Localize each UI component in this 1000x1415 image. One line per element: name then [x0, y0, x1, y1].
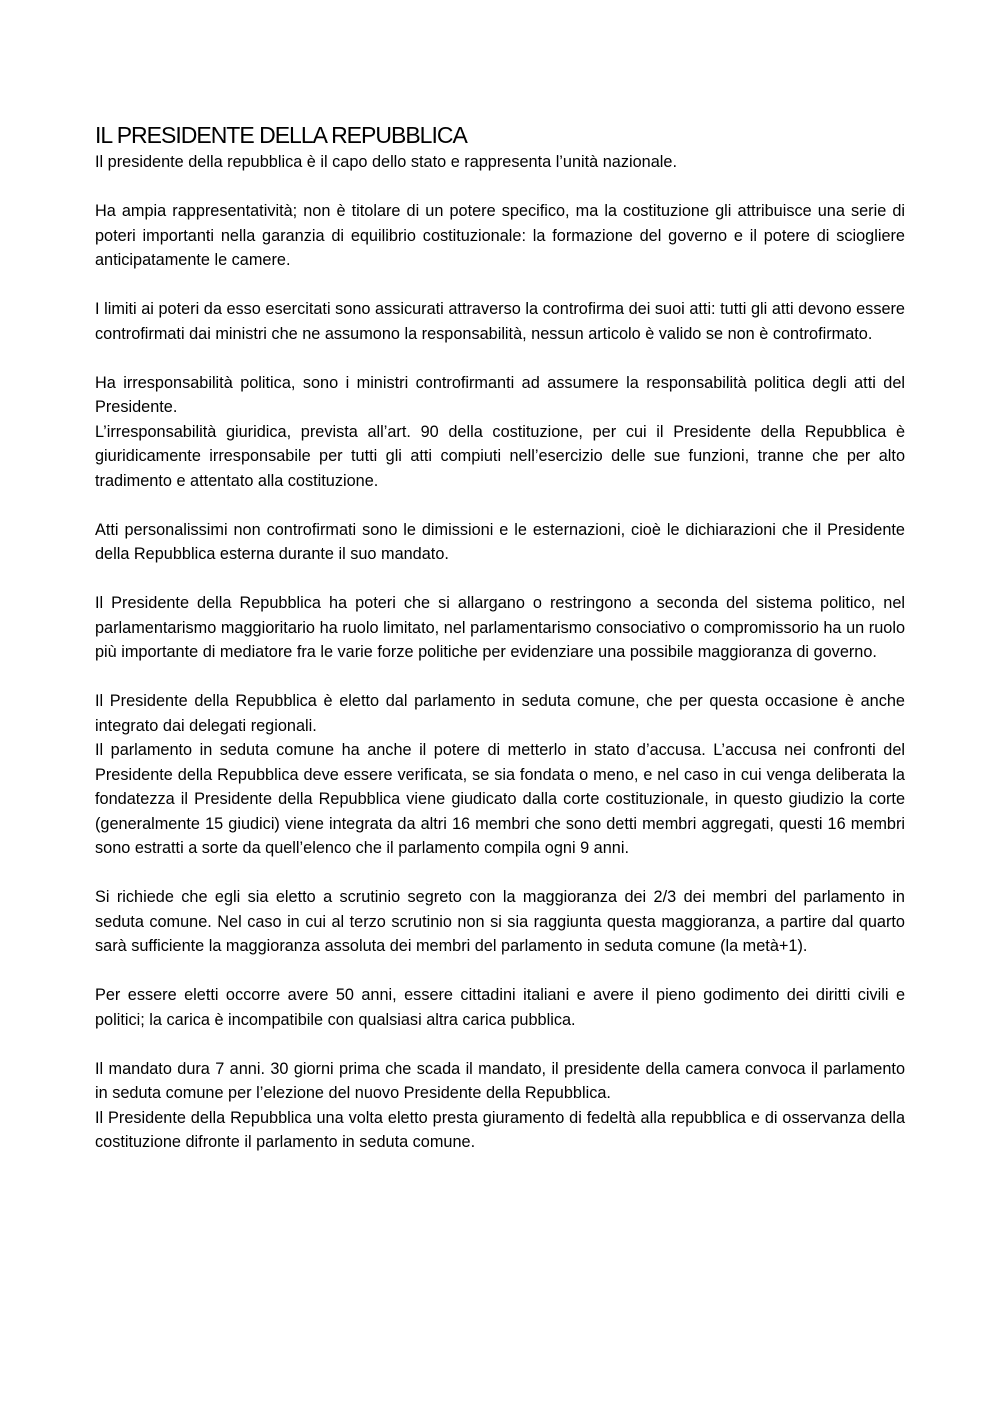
paragraph-rappresentativita: Ha ampia rappresentatività; non è titolare di un potere specifico, ma la costituzione gli attribuisce una serie di poteri importanti nella garanzia di equilibrio costituzionale: la formazione del governo e il potere di sciogliere anticipatamente le camere. — [95, 202, 905, 269]
paragraph-controfirma: I limiti ai poteri da esso esercitati sono assicurati attraverso la controfirma dei suoi atti: tutti gli atti devono essere controfirmati dai ministri che ne assumono la responsabilità, nessun articolo è valido se non è controfirmato. — [95, 300, 905, 343]
paragraph-atti-personalissimi: Atti personalissimi non controfirmati sono le dimissioni e le esternazioni, cioè le dichiarazioni che il Presidente della Repubblica esterna durante il suo mandato. — [95, 520, 905, 563]
document-page — [95, 120, 905, 1179]
paragraph-giuramento: Il Presidente della Repubblica una volta eletto presta giuramento di fedeltà alla repubblica e di osservanza della costituzione difronte il parlamento in seduta comune. — [95, 1108, 905, 1151]
paragraph-irresponsabilita-giuridica: L’irresponsabilità giuridica, prevista all’art. 90 della costituzione, per cui il Presidente della Repubblica è giuridicamente irresponsabile per tutti gli atti compiuti nell’esercizio delle sue funzioni, tranne che per alto tradimento e attentato alla costituzione. — [95, 422, 905, 490]
paragraph-poteri-sistema-politico: Il Presidente della Repubblica ha poteri che si allargano o restringono a seconda del sistema politico, nel parlamentarismo maggioritario ha ruolo limitato, nel parlamentarismo consociativo o compromissorio ha un ruolo più importante di mediatore fra le varie forze politiche per evidenziare una possibile maggioranza di governo. — [95, 594, 905, 661]
paragraph-requisiti: Per essere eletti occorre avere 50 anni, essere cittadini italiani e avere il pieno godimento dei diritti civili e politici; la carica è incompatibile con qualsiasi altra carica pubblica. — [95, 986, 905, 1029]
paragraph-intro: Il presidente della repubblica è il capo dello stato e rappresenta l’unità nazionale. — [95, 153, 677, 171]
paragraph-irresponsabilita-politica: Ha irresponsabilità politica, sono i ministri controfirmanti ad assumere la responsabilità politica degli atti del Presidente. — [95, 373, 905, 416]
paragraph-stato-accusa: Il parlamento in seduta comune ha anche il potere di metterlo in stato d’accusa. L’accusa nei confronti del Presidente della Repubblica deve essere verificata, se sia fondata o meno, e nel caso in cui venga deliberata la fondatezza il Presidente della Repubblica viene giudicato dalla corte costituzionale, in questo giudizio la corte (generalmente 15 giudici) viene integrata da altri 16 membri che sono detti membri aggregati, questi 16 membri sono estratti a sorte da quell’elenco che il parlamento compila ogni 9 anni. — [95, 741, 905, 857]
page-title: IL PRESIDENTE DELLA REPUBBLICA — [95, 122, 467, 148]
paragraph-scrutinio: Si richiede che egli sia eletto a scrutinio segreto con la maggioranza dei 2/3 dei membri del parlamento in seduta comune. Nel caso in cui al terzo scrutinio non si sia raggiunta questa maggioranza, a partire dal quarto sarà sufficiente la maggioranza assoluta dei membri del parlamento in seduta comune (la metà+1). — [95, 888, 905, 955]
paragraph-mandato: Il mandato dura 7 anni. 30 giorni prima che scada il mandato, il presidente della camera convoca il parlamento in seduta comune per l’elezione del nuovo Presidente della Repubblica. — [95, 1059, 905, 1102]
paragraph-elezione: Il Presidente della Repubblica è eletto dal parlamento in seduta comune, che per questa occasione è anche integrato dai delegati regionali. — [95, 692, 905, 735]
